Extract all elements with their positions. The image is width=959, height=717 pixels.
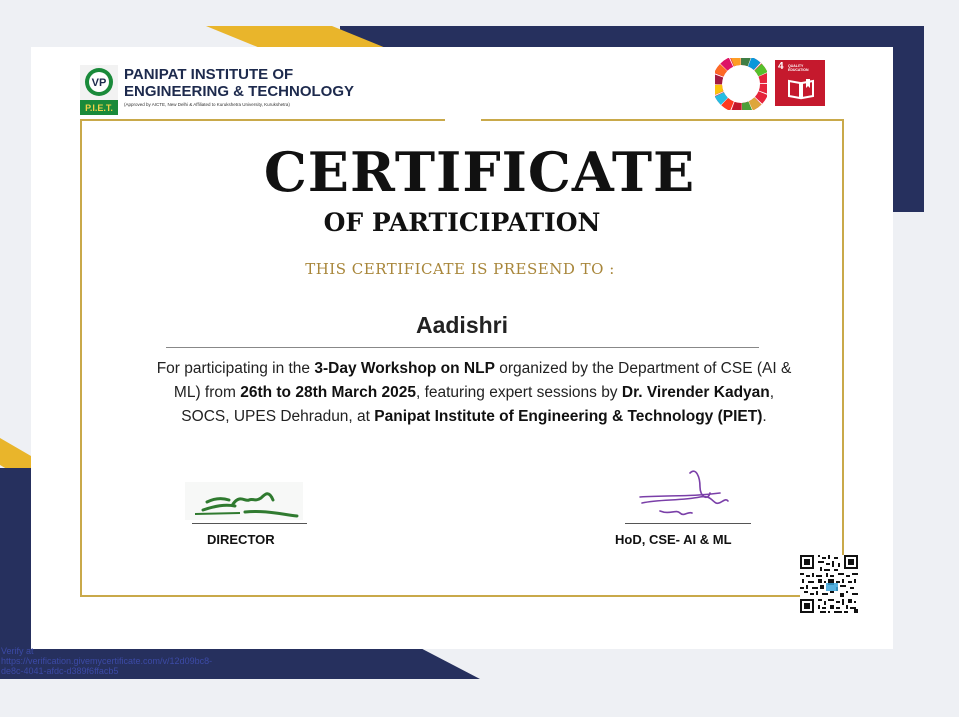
bg-navy-band-left: [0, 468, 31, 650]
frame-gap-top: [445, 117, 481, 123]
recipient-underline: [166, 347, 759, 348]
recipient-name: Aadishri: [415, 312, 509, 338]
director-label: DIRECTOR: [207, 532, 275, 547]
director-signature: [185, 480, 305, 524]
svg-text:P.I.E.T.: P.I.E.T.: [85, 103, 113, 113]
certificate-title: CERTIFICATE: [263, 140, 696, 204]
institute-name: PANIPAT INSTITUTE OF ENGINEERING & TECHNOLOGY: [124, 66, 355, 100]
institute-approval: (Approved by AICTE, New Delhi & Affiliated to Kurukshetra University, Kurukshetra): [124, 102, 290, 107]
svg-text:VP: VP: [91, 77, 107, 89]
book-icon: [788, 78, 814, 100]
verify-link[interactable]: Verify at https://verification.givemycertificate.com/v/12d09bc8- de8c-4041-afdc-d389f6ffacb5: [1, 646, 213, 676]
sdg-quality-education-badge: 4 QUALITY EDUCATION: [775, 60, 825, 106]
institute-logo: [80, 65, 118, 115]
director-signature-line: [192, 523, 307, 524]
hod-signature: [630, 467, 750, 525]
sdg-wheel-icon: [715, 58, 767, 110]
hod-label: HoD, CSE- AI & ML: [615, 532, 732, 547]
certificate-description: For participating in the 3-Day Workshop on NLP organized by the Department of CSE (AI & ML) from 26th to 28th March 2025, featuring expert sessions by Dr. Virender Kadyan, SOCS, UPES Dehradun, at Panipat Institute of Engineering & Technology (PIET).: [156, 360, 792, 425]
present-to-text: THIS CERTIFICATE IS PRESEND TO :: [305, 260, 615, 278]
qr-code[interactable]: [800, 555, 858, 613]
hod-signature-line: [625, 523, 751, 524]
bg-navy-band-top: [340, 26, 924, 48]
certificate-subtitle: OF PARTICIPATION: [323, 208, 601, 237]
